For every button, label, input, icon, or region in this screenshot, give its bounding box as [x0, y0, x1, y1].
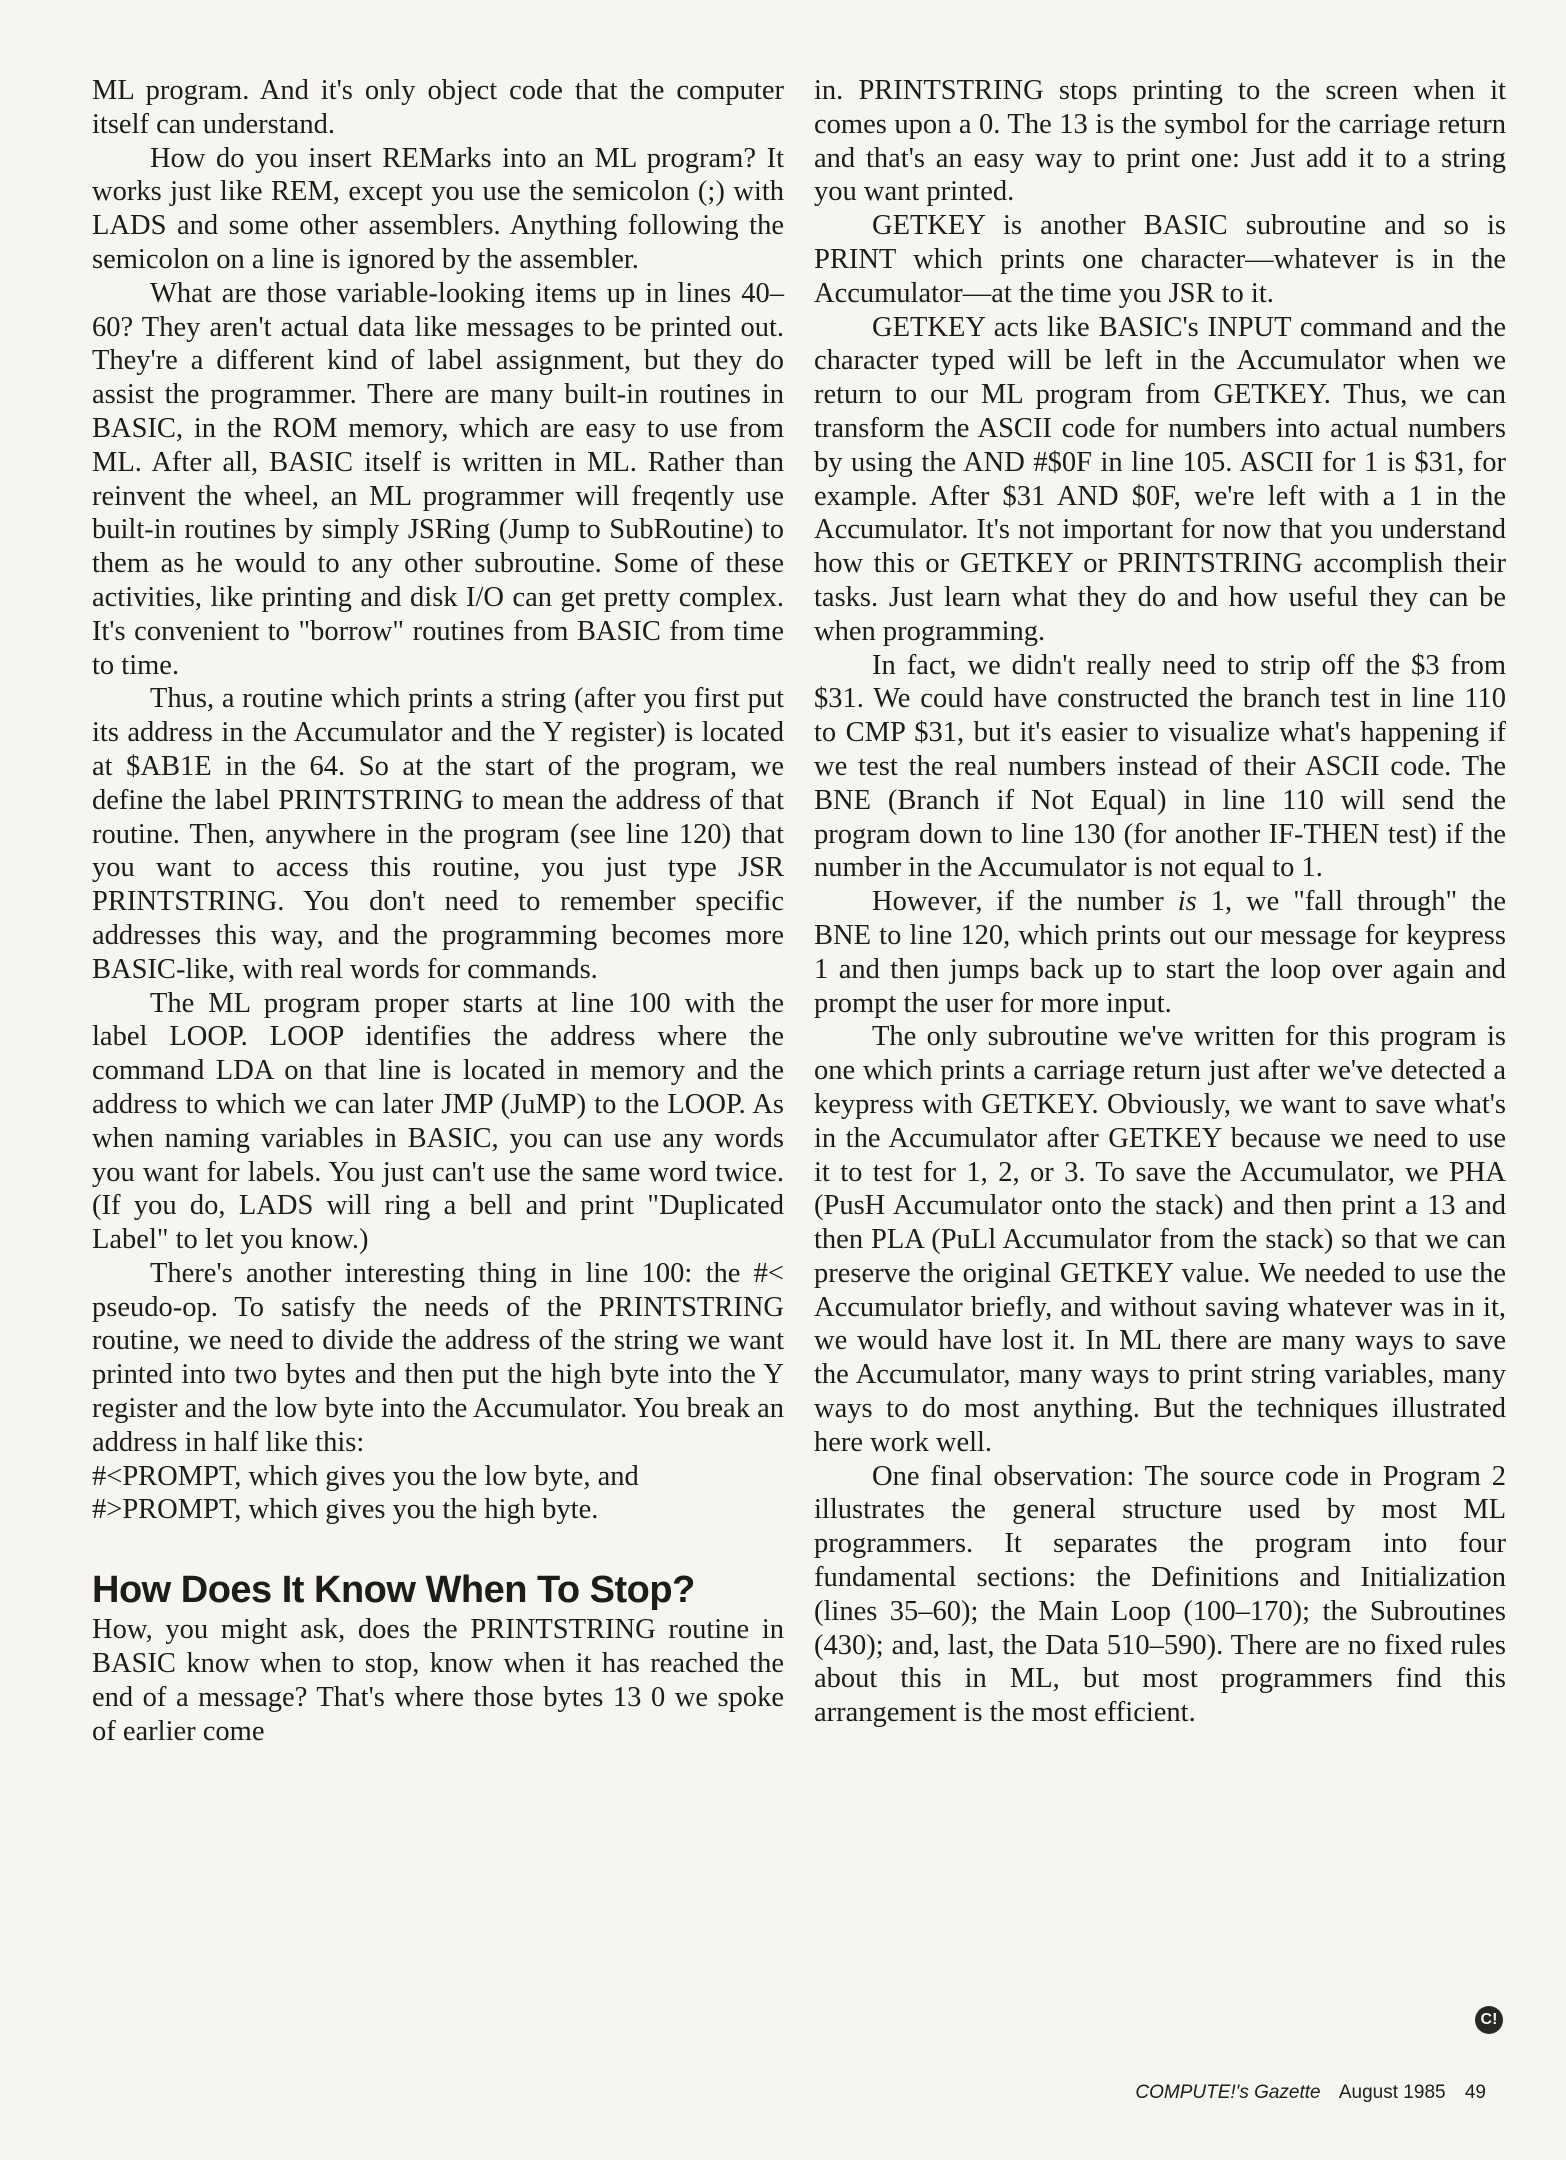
paragraph: What are those variable-looking items up in lines 40–60? They aren't actual data like messages to be printed out. They're a different kind of label assignment, but they do assist the programmer. There are many built-in routines in BASIC, in the ROM memory, which are easy to use from ML. After all, BASIC itself is written in ML. Rather than reinvent the wheel, an ML programmer will freqently use built-in routines by simply JSRing (Jump to SubRoutine) to them as he would to any other subroutine. Some of these activities, like printing and disk I/O can get pretty complex. It's convenient to "borrow" routines from BASIC from time to time. — [92, 277, 784, 681]
paragraph: The only subroutine we've written for this program is one which prints a carriage return just after we've detected a keypress with GETKEY. Obviously, we want to save what's in the Accumulator after GETKEY because we need to use it to test for 1, 2, or 3. To save the Accumulator, we PHA (PusH Accumulator onto the stack) and then print a 13 and then PLA (PuLl Accumulator from the stack) so that we can preserve the original GETKEY value. We needed to use the Accumulator briefly, and without saving whatever was in it, we would have lost it. In ML there are many ways to save the Accumulator, many ways to print string variables, many ways to do most anything. But the techniques illustrated here work well. — [814, 1021, 1506, 1458]
magazine-name: COMPUTE!'s Gazette — [1135, 2082, 1321, 2103]
paragraph: There's another interesting thing in line 100: the #< pseudo-op. To satisfy the needs of the PRINTSTRING routine, we need to divide the address of the string we want printed into two bytes and then put the high byte into the Y register and the low byte into the Accumulator. You break an address in half like this: — [92, 1257, 784, 1458]
emphasis: is — [1177, 886, 1197, 918]
paragraph-text: However, if the number — [872, 886, 1178, 918]
issue-date: August 1985 — [1338, 2082, 1446, 2103]
paragraph: How, you might ask, does the PRINTSTRING routine in BASIC know when to stop, know when it has reached the end of a message? That's where those bytes 13 0 we spoke of earlier come — [92, 1614, 784, 1747]
paragraph: ML program. And it's only object code that the computer itself can understand. — [92, 75, 784, 140]
paragraph: One final observation: The source code in Program 2 illustrates the general structure used by most ML programmers. It separates the program into four fundamental sections: the Definitions and Initialization (lines 35–60); the Main Loop (100–170); the Subroutines (430); and, last, the Data 510–590). There are no fixed rules about this in ML, but most programmers find this arrangement is the most efficient. — [814, 1460, 1506, 1729]
paragraph: in. PRINTSTRING stops printing to the screen when it comes upon a 0. The 13 is the symbol for the carriage return and that's an easy way to print one: Just add it to a string you want printed. — [814, 75, 1506, 208]
section-heading: How Does It Know When To Stop? — [92, 1569, 695, 1612]
left-column — [92, 74, 784, 1748]
paragraph-text: 1, we "fall through" the BNE to line 120, which prints out our message for keypress 1 and then jumps back up to start the loop over again and prompt the user for more input. — [814, 886, 1507, 1019]
paragraph: GETKEY is another BASIC subroutine and so is PRINT which prints one character—whatever is in the Accumulator—at the time you JSR to it. — [814, 210, 1506, 309]
paragraph: GETKEY acts like BASIC's INPUT command and the character typed will be left in the Accumulator when we return to our ML program from GETKEY. Thus, we can transform the ASCII code for numbers into actual numbers by using the AND #$0F in line 105. ASCII for 1 is $31, for example. After $31 AND $0F, we're left with a 1 in the Accumulator. It's not important for now that you understand how this or GETKEY or PRINTSTRING accomplish their tasks. Just learn what they do and how useful they can be when programming. — [814, 311, 1506, 647]
end-of-article-logo-icon: C! — [1475, 2006, 1503, 2034]
paragraph-line: #>PROMPT, which gives you the high byte. — [92, 1494, 599, 1526]
paragraph-line: #<PROMPT, which gives you the low byte, and — [92, 1460, 639, 1492]
paragraph — [814, 885, 1506, 1020]
paragraph: The ML program proper starts at line 100 with the label LOOP. LOOP identifies the address where the command LDA on that line is located in memory and the address to which we can later JMP (JuMP) to the LOOP. As when naming variables in BASIC, you can use any words you want for labels. You just can't use the same word twice. (If you do, LADS will ring a bell and print "Duplicated Label" to let you know.) — [92, 987, 784, 1256]
paragraph: In fact, we didn't really need to strip off the $3 from $31. We could have constructed the branch test in line 110 to CMP $31, but it's easier to visualize what's happening if we test the real numbers instead of their ASCII code. The BNE (Branch if Not Equal) in line 110 will send the program down to line 130 (for another IF-THEN test) if the number in the Accumulator is not equal to 1. — [814, 649, 1506, 884]
right-column — [814, 74, 1506, 1730]
paragraph: How do you insert REMarks into an ML program? It works just like REM, except you use the semicolon (;) with LADS and some other assemblers. Anything following the semicolon on a line is ignored by the assembler. — [92, 142, 784, 275]
page-footer — [1135, 2082, 1486, 2104]
page-number: 49 — [1464, 2082, 1486, 2103]
paragraph: Thus, a routine which prints a string (after you first put its address in the Accumulator and the Y register) is located at $AB1E in the 64. So at the start of the program, we define the label PRINTSTRING to mean the address of that routine. Then, anywhere in the program (see line 120) that you want to access this routine, you just type JSR PRINTSTRING. You don't need to remember specific addresses this way, and the programming becomes more BASIC-like, with real words for commands. — [92, 683, 784, 985]
